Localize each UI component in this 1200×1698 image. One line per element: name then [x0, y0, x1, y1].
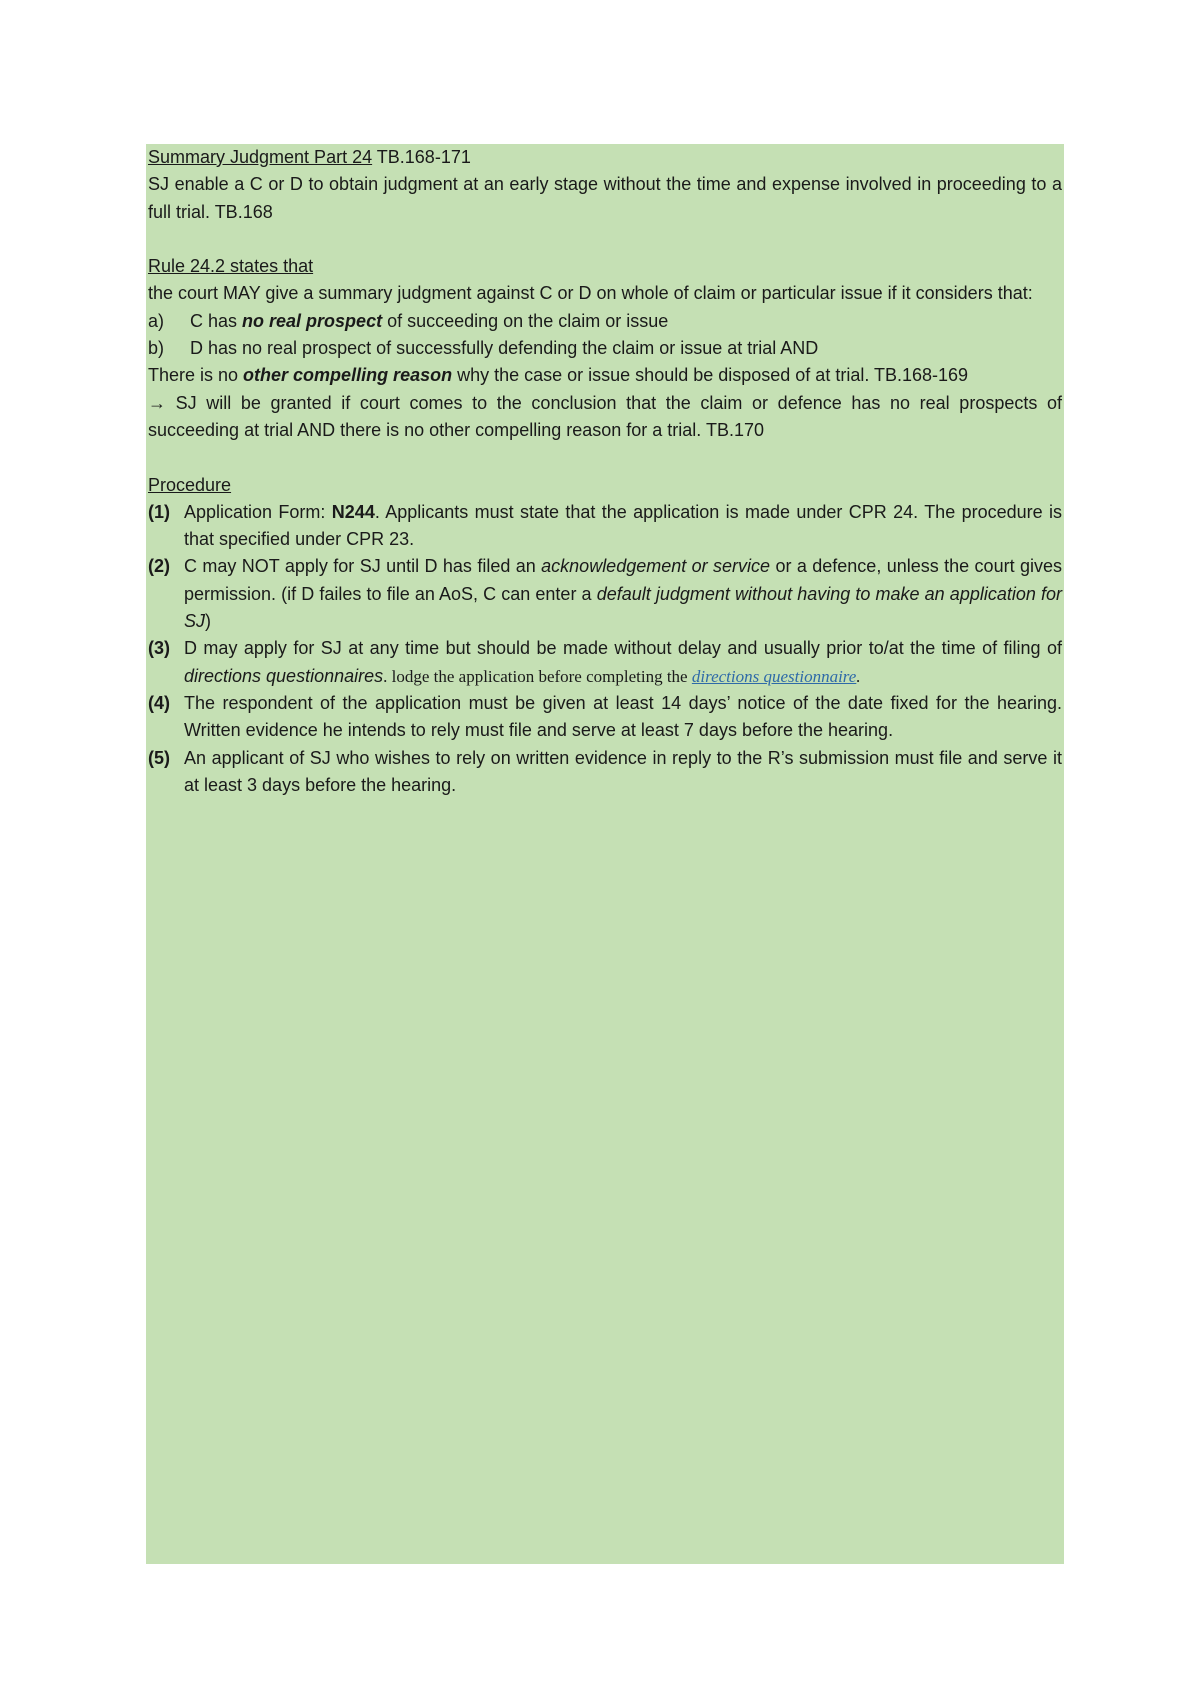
intro-paragraph: SJ enable a C or D to obtain judgment at an early stage without the time and expense involved in proceeding to a full trial. TB.168 — [148, 174, 1062, 222]
list-item-text: An applicant of SJ who wishes to rely on written evidence in reply to the R’s submission must file and serve it at least 3 days before the hearing. — [184, 747, 1062, 795]
title-line — [148, 144, 1062, 171]
list-item-text: D may apply for SJ at any time but should be made without delay and usually prior to/at the time of filing of directions questionnaires. lodge the application before completing the directions questionnaire. — [184, 638, 1062, 686]
rule-heading: Rule 24.2 states that — [148, 256, 314, 277]
list-item-text: The respondent of the application must be given at least 14 days’ notice of the date fixed for the hearing. Written evidence he intends to rely must file and serve at least 7 days before the hearing. — [184, 692, 1062, 741]
conclusion-paragraph: → SJ will be granted if court comes to the conclusion that the claim or defence has no real prospects of succeeding at trial AND there is no other compelling reason for a trial. TB.170 — [148, 392, 1062, 440]
spacer — [148, 226, 1062, 253]
procedure-list — [148, 499, 1062, 799]
list-marker: (3) — [148, 638, 170, 659]
rule-lead-paragraph: the court MAY give a summary judgment against C or D on whole of claim or particular issue if it considers that: — [148, 283, 1033, 304]
compelling-reason-line: There is no other compelling reason why the case or issue should be disposed of at trial. TB.168-169 — [148, 365, 969, 386]
list-marker: (1) — [148, 501, 170, 522]
list-marker: (2) — [148, 556, 170, 577]
list-item — [148, 745, 1062, 800]
list-marker: (5) — [148, 747, 170, 768]
spacer — [148, 444, 1062, 471]
list-item-text: D has no real prospect of successfully defending the claim or issue at trial AND — [190, 338, 819, 359]
list-item — [148, 499, 1062, 554]
directions-questionnaire-link[interactable]: directions questionnaire — [691, 666, 857, 686]
list-marker: a) — [148, 310, 165, 331]
document-title: Summary Judgment Part 24 — [148, 147, 373, 167]
arrow-icon: → — [148, 392, 166, 413]
list-item — [148, 690, 1062, 745]
list-item — [148, 553, 1062, 635]
list-item — [148, 635, 1062, 690]
list-marker: b) — [148, 338, 165, 359]
note-box — [146, 144, 1064, 1564]
title-reference: TB.168-171 — [372, 147, 471, 167]
procedure-heading: Procedure — [148, 474, 232, 495]
list-item-text: C has no real prospect of succeeding on the claim or issue — [190, 310, 669, 331]
list-item-text: C may NOT apply for SJ until D has filed an acknowledgement or service or a defence, unless the court gives permission. (if D failes to file an AoS, C can enter a default judgment without having to make an application for SJ) — [184, 556, 1063, 632]
rule-conditions-list — [148, 308, 1062, 363]
list-item-text: Application Form: N244. Applicants must state that the application is made under CPR 24. The procedure is that specified under CPR 23. — [184, 501, 1062, 550]
list-marker: (4) — [148, 692, 170, 713]
list-item — [148, 308, 1062, 335]
list-item — [148, 335, 1062, 362]
